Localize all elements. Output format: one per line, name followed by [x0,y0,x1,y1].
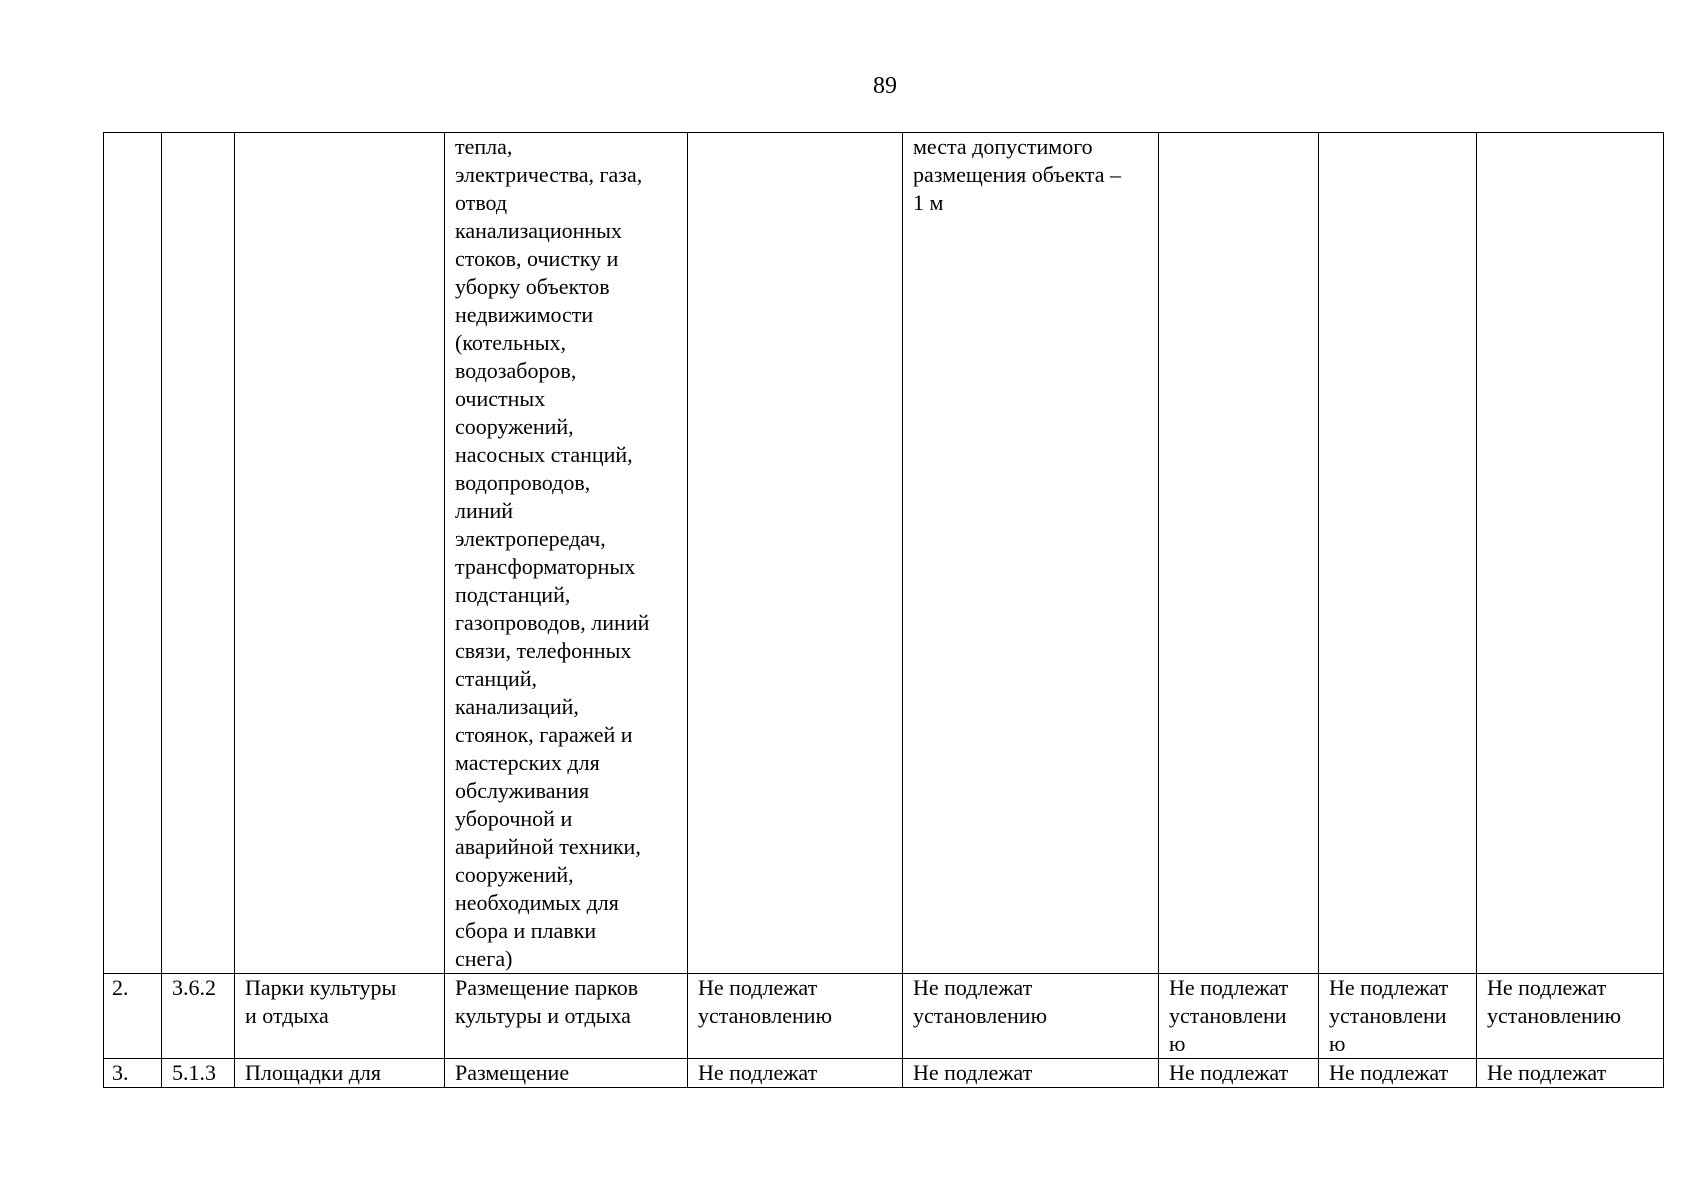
cell-text-line: стоков, очистку и [455,246,619,271]
cell-text-line: аварийной техники, [455,834,641,859]
table-row [104,974,1664,1059]
cell-text-line: установлени [1329,1003,1447,1028]
cell-text-line: водопроводов, [455,470,591,495]
table-row [104,133,1664,974]
cell-text-line: насосных станций, [455,442,633,467]
cell-text-line: Не подлежат [1169,975,1289,1000]
cell-text-line: ю [1329,1031,1346,1056]
table-cell-use-description [445,974,688,1059]
table-cell-param-1 [688,1059,903,1088]
cell-text-line: канализаций, [455,694,579,719]
cell-text-line: 2. [112,975,129,1000]
table-cell-param-3 [1159,133,1319,974]
table-cell-use-name [235,1059,445,1088]
table-cell-param-1 [688,974,903,1059]
table-cell-param-5 [1477,133,1664,974]
table-cell-param-4 [1319,133,1477,974]
cell-text-line: размещения объекта – [913,162,1122,187]
cell-text-line: Парки культуры [245,975,397,1000]
cell-text-line: тепла, [455,134,513,159]
cell-text-line: Не подлежат [913,975,1033,1000]
cell-text-line: Не подлежат [1329,1060,1449,1085]
table-cell-param-2 [903,1059,1159,1088]
table-cell-use-description [445,1059,688,1088]
cell-text-line: мастерских для [455,750,600,775]
cell-text-line: Не подлежат [1487,975,1607,1000]
table-cell-param-3 [1159,974,1319,1059]
cell-text-line: Площадки для [245,1060,382,1085]
cell-text-line: Не подлежат [1169,1060,1289,1085]
cell-text-line: электропередач, [455,526,606,551]
cell-text-line: установлени [1169,1003,1287,1028]
cell-text-line: 1 м [913,190,944,215]
cell-text-line: Не подлежат [698,975,818,1000]
cell-text-line: канализационных [455,218,622,243]
cell-text-line: станций, [455,666,538,691]
cell-text-line: Не подлежат [698,1060,818,1085]
table-cell-use-description [445,133,688,974]
cell-text-line: 5.1.3 [172,1060,216,1085]
cell-text-line: 3.6.2 [172,975,216,1000]
table-cell-param-4 [1319,1059,1477,1088]
table-cell-use-name [235,974,445,1059]
cell-text-line: уборочной и [455,806,573,831]
table-cell-number [104,133,162,974]
cell-text-line: линий [455,498,514,523]
cell-text-line: связи, телефонных [455,638,632,663]
cell-text-line: Не подлежат [1487,1060,1607,1085]
table-row [104,1059,1664,1088]
table-cell-param-5 [1477,1059,1664,1088]
table-cell-param-5 [1477,974,1664,1059]
table-cell-param-2 [903,974,1159,1059]
table-cell-number [104,974,162,1059]
cell-text-line: установлению [913,1003,1048,1028]
cell-text-line: сооружений, [455,414,574,439]
cell-text-line: и отдыха [245,1003,329,1028]
table-cell-code [162,974,235,1059]
table-cell-param-2 [903,133,1159,974]
land-use-table [103,132,1664,1088]
cell-text-line: трансформаторных [455,554,636,579]
table-cell-use-name [235,133,445,974]
cell-text-line: недвижимости [455,302,594,327]
cell-text-line: газопроводов, линий [455,610,650,635]
cell-text-line: культуры и отдыха [455,1003,631,1028]
cell-text-line: Не подлежат [913,1060,1033,1085]
table-cell-param-3 [1159,1059,1319,1088]
table-cell-number [104,1059,162,1088]
cell-text-line: Не подлежат [1329,975,1449,1000]
cell-text-line: 3. [112,1060,129,1085]
cell-text-line: необходимых для [455,890,619,915]
table-cell-code [162,133,235,974]
cell-text-line: Размещение [455,1060,570,1085]
cell-text-line: очистных [455,386,546,411]
table-cell-param-4 [1319,974,1477,1059]
table-cell-code [162,1059,235,1088]
cell-text-line: снега) [455,946,513,971]
cell-text-line: установлению [1487,1003,1622,1028]
cell-text-line: сбора и плавки [455,918,597,943]
cell-text-line: сооружений, [455,862,574,887]
cell-text-line: установлению [698,1003,833,1028]
cell-text-line: уборку объектов [455,274,610,299]
cell-text-line: (котельных, [455,330,567,355]
cell-text-line: отвод [455,190,508,215]
cell-text-line: стоянок, гаражей и [455,722,633,747]
table-cell-param-1 [688,133,903,974]
cell-text-line: Размещение парков [455,975,639,1000]
cell-text-line: обслуживания [455,778,590,803]
cell-text-line: водозаборов, [455,358,577,383]
cell-text-line: электричества, газа, [455,162,643,187]
cell-text-line: подстанций, [455,582,571,607]
cell-text-line: места допустимого [913,134,1093,159]
cell-text-line: ю [1169,1031,1186,1056]
page-number: 89 [873,73,897,99]
